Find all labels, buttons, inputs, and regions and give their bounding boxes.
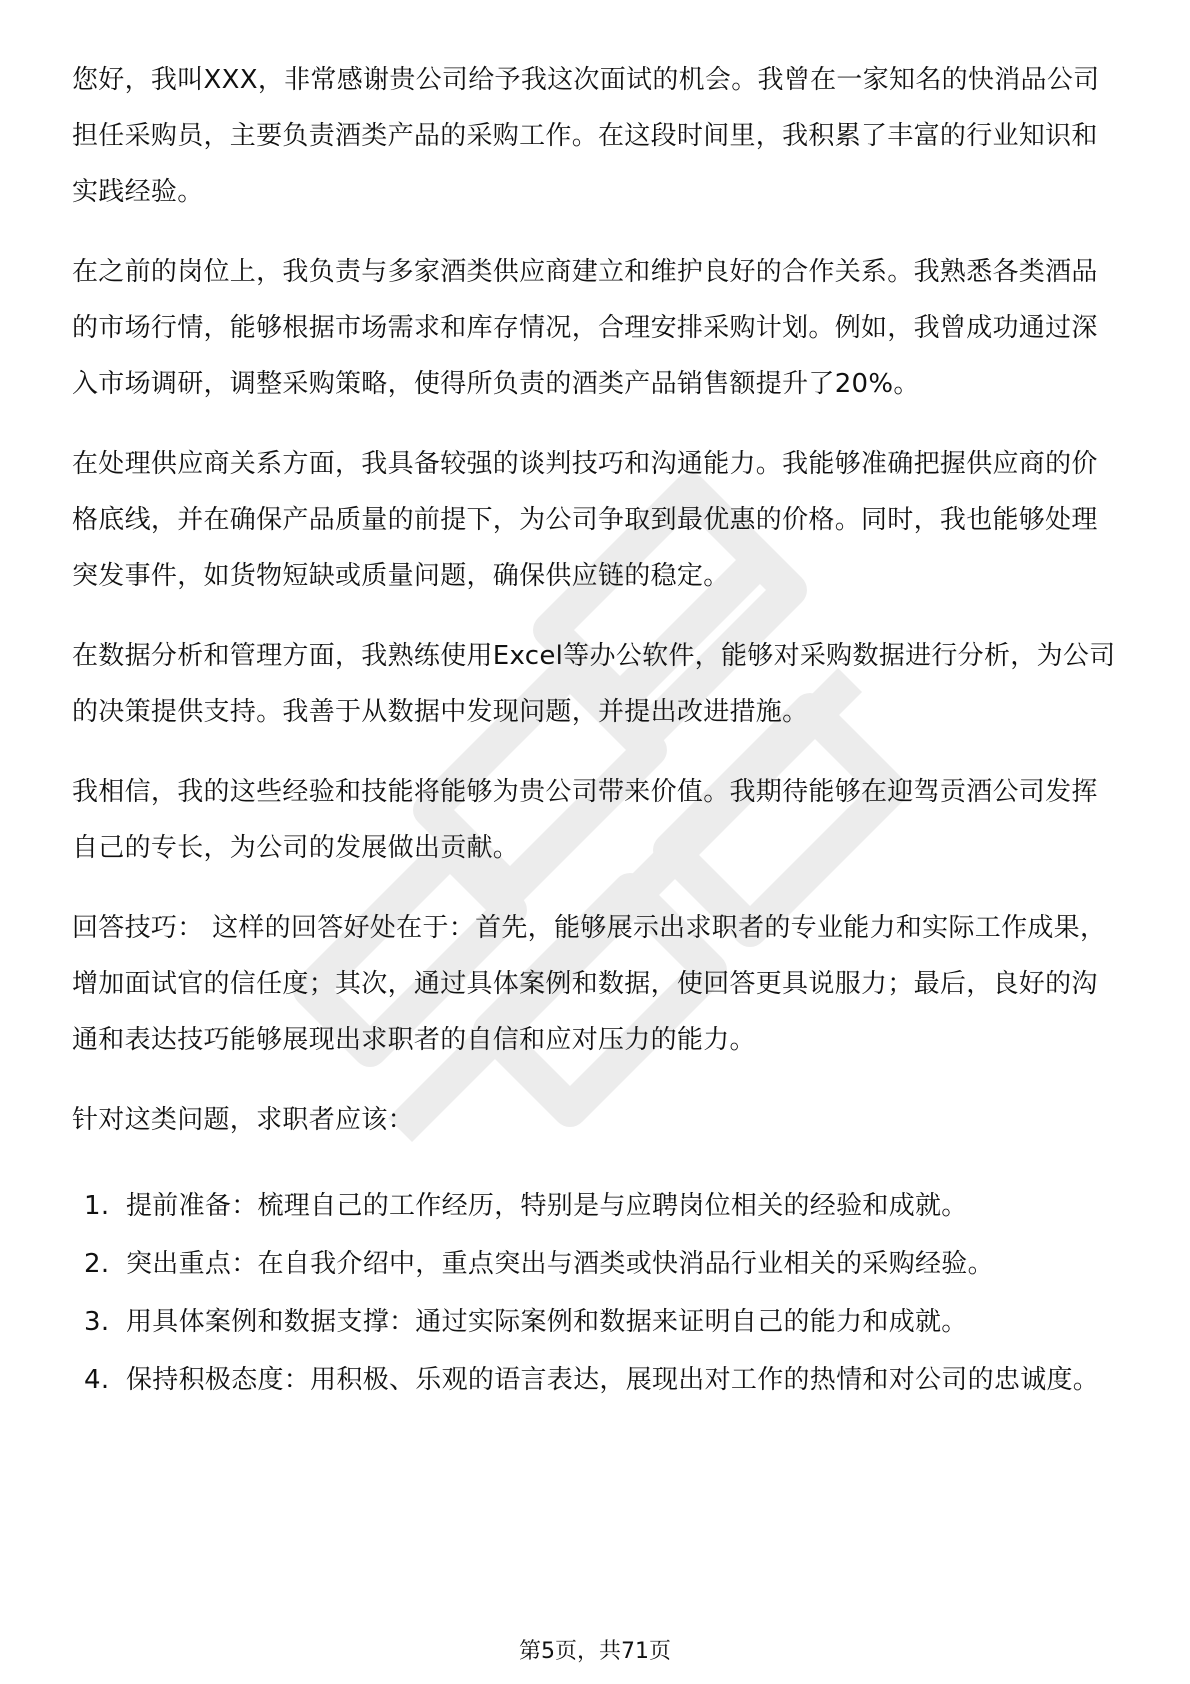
- page-number: 第5页，共71页: [519, 1639, 671, 1664]
- paragraph-data-analysis: 在数据分析和管理方面，我熟练使用Excel等办公软件，能够对采购数据进行分析，为公司的决策提供支持。我善于从数据中发现问题，并提出改进措施。: [72, 641, 1116, 727]
- list-item-text: 突出重点：在自我介绍中，重点突出与酒类或快消品行业相关的采购经验。: [126, 1249, 994, 1279]
- paragraph-answer-tips: 回答技巧： 这样的回答好处在于：首先，能够展示出求职者的专业能力和实际工作成果，增加面试官的信任度；其次，通过具体案例和数据，使回答更具说服力；最后，良好的沟通和表达技巧能够展现出求职者的自信和应对压力的能力。: [72, 913, 1107, 1055]
- list-item: [72, 1178, 1122, 1234]
- paragraph-experience: 在之前的岗位上，我负责与多家酒类供应商建立和维护良好的合作关系。我熟悉各类酒品的市场行情，能够根据市场需求和库存情况，合理安排采购计划。例如，我曾成功通过深入市场调研，调整采购策略，使得所负责的酒类产品销售额提升了20%。: [72, 257, 1098, 399]
- list-item-text: 提前准备：梳理自己的工作经历，特别是与应聘岗位相关的经验和成就。: [126, 1191, 968, 1221]
- list-item-text: 保持积极态度：用积极、乐观的语言表达，展现出对工作的热情和对公司的忠诚度。: [126, 1365, 1100, 1395]
- document-body: [72, 52, 1122, 1410]
- list-item-number: 2.: [84, 1249, 110, 1279]
- list-item: [72, 1294, 1122, 1350]
- list-item: [72, 1352, 1122, 1408]
- list-item: [72, 1236, 1122, 1292]
- list-item-number: 3.: [84, 1307, 110, 1337]
- paragraph-intro: 您好，我叫XXX，非常感谢贵公司给予我这次面试的机会。我曾在一家知名的快消品公司担任采购员，主要负责酒类产品的采购工作。在这段时间里，我积累了丰富的行业知识和实践经验。: [72, 65, 1100, 207]
- paragraph-advice-intro: 针对这类问题，求职者应该：: [72, 1105, 414, 1135]
- list-item-number: 1.: [84, 1191, 110, 1221]
- list-item-text: 用具体案例和数据支撑：通过实际案例和数据来证明自己的能力和成就。: [126, 1307, 968, 1337]
- paragraph-closing: 我相信，我的这些经验和技能将能够为贵公司带来价值。我期待能够在迎驾贡酒公司发挥自己的专长，为公司的发展做出贡献。: [72, 777, 1098, 863]
- list-item-number: 4.: [84, 1365, 110, 1395]
- paragraph-supplier: 在处理供应商关系方面，我具备较强的谈判技巧和沟通能力。我能够准确把握供应商的价格底线，并在确保产品质量的前提下，为公司争取到最优惠的价格。同时，我也能够处理突发事件，如货物短缺或质量问题，确保供应链的稳定。: [72, 449, 1098, 591]
- advice-list: [72, 1178, 1122, 1408]
